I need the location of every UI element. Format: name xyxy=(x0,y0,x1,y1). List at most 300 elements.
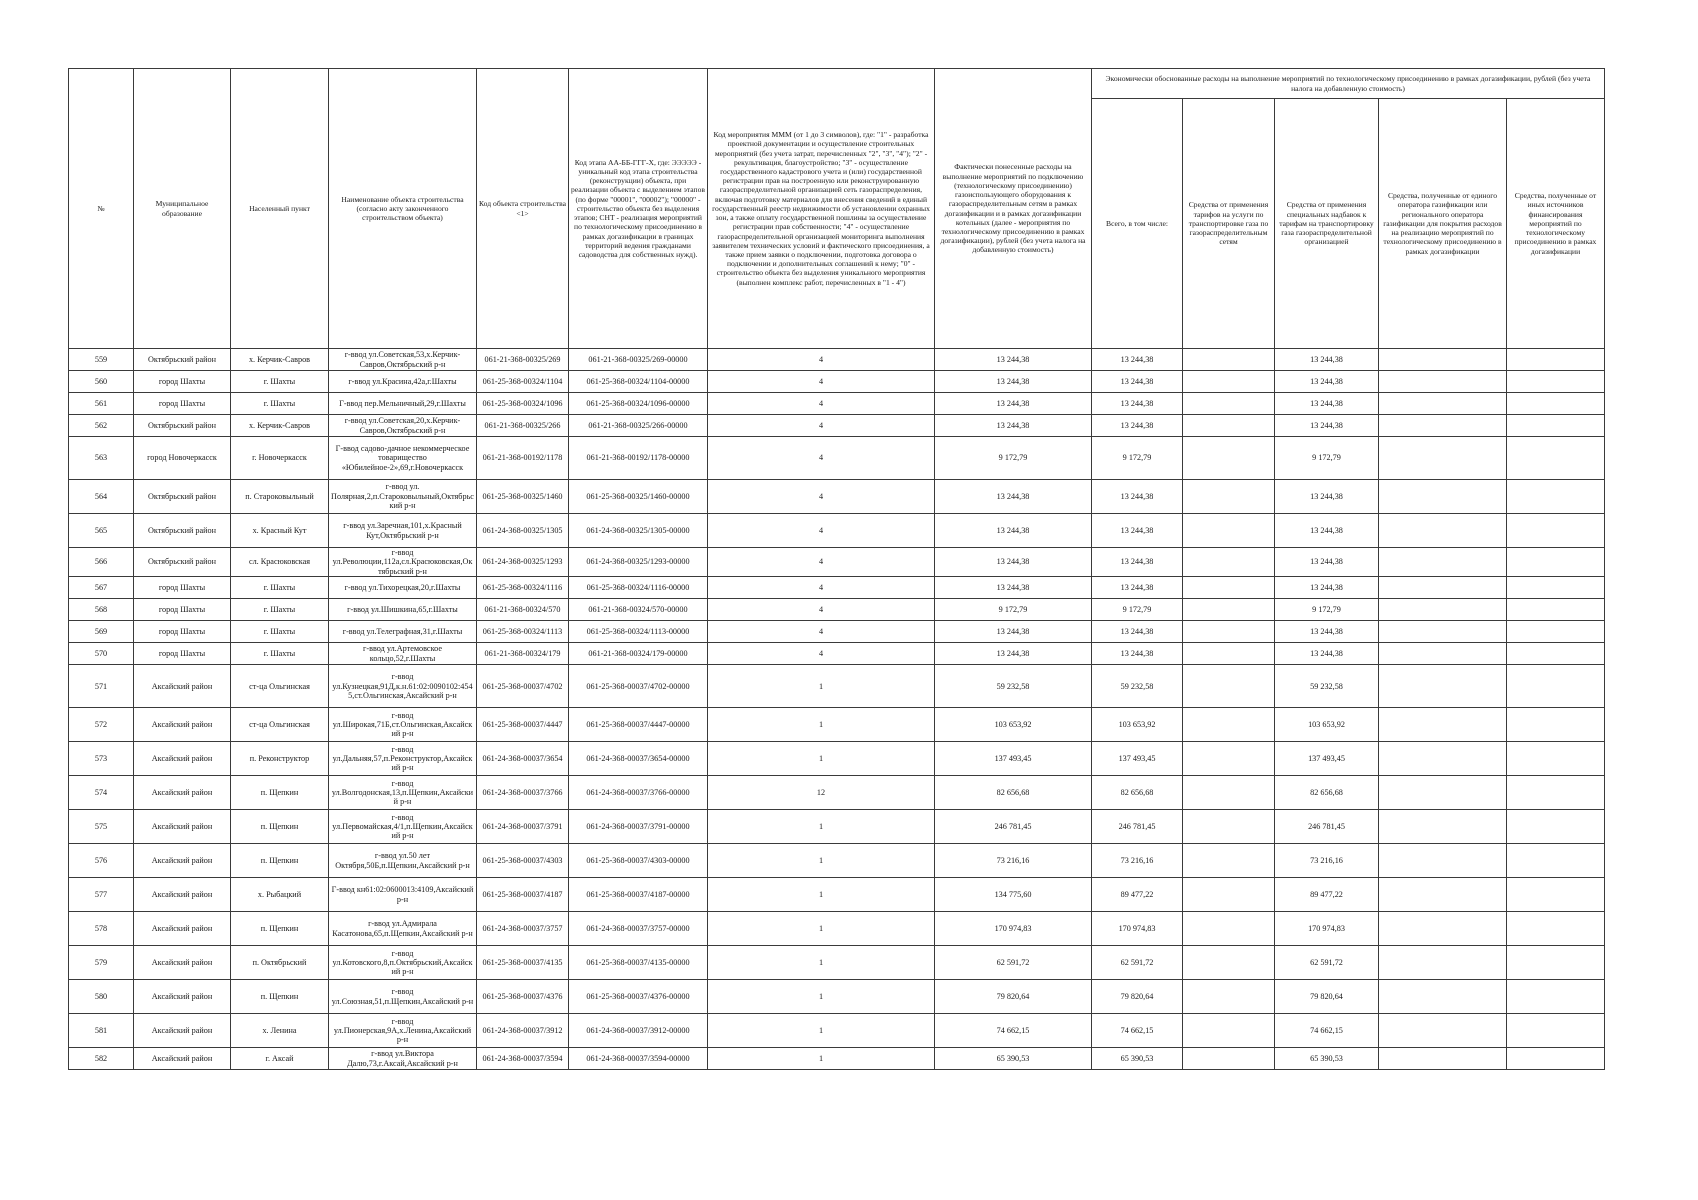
cell-municipality: город Шахты xyxy=(134,577,231,599)
cell-other-sources xyxy=(1507,415,1605,437)
cell-special-markups: 59 232,58 xyxy=(1275,665,1379,708)
cell-total: 13 244,38 xyxy=(1092,577,1183,599)
cell-stage-code: 061-21-368-00192/1178-00000 xyxy=(569,437,708,480)
cell-stage-code: 061-25-368-00324/1113-00000 xyxy=(569,621,708,643)
cell-municipality: город Шахты xyxy=(134,643,231,665)
cell-object-code: 061-25-368-00037/4187 xyxy=(477,878,569,912)
cell-object-code: 061-21-368-00192/1178 xyxy=(477,437,569,480)
cell-stage-code: 061-25-368-00325/1460-00000 xyxy=(569,480,708,514)
cell-municipality: Аксайский район xyxy=(134,912,231,946)
cell-special-markups: 13 244,38 xyxy=(1275,514,1379,548)
table-row xyxy=(69,599,1605,621)
cell-total: 13 244,38 xyxy=(1092,415,1183,437)
cell-total: 89 477,22 xyxy=(1092,878,1183,912)
cell-municipality: Октябрьский район xyxy=(134,349,231,371)
cell-actual-costs: 13 244,38 xyxy=(935,577,1092,599)
cell-actual-costs: 134 775,60 xyxy=(935,878,1092,912)
cell-settlement: п. Щепкин xyxy=(231,844,329,878)
cell-event-code: 1 xyxy=(708,844,935,878)
cell-special-markups: 62 591,72 xyxy=(1275,946,1379,980)
cell-operator-funds xyxy=(1379,643,1507,665)
cell-operator-funds xyxy=(1379,1014,1507,1048)
cell-operator-funds xyxy=(1379,742,1507,776)
cell-event-code: 4 xyxy=(708,621,935,643)
header-econ-group: Экономически обоснованные расходы на выполнение мероприятий по технологическому присоединению в рамках догазификации, рублей (без учета налога на добавленную стоимость) xyxy=(1092,69,1605,99)
table-row xyxy=(69,810,1605,844)
cell-special-markups: 9 172,79 xyxy=(1275,599,1379,621)
cell-settlement: х. Рыбацкий xyxy=(231,878,329,912)
cell-special-markups: 137 493,45 xyxy=(1275,742,1379,776)
cell-tariff-transport xyxy=(1183,810,1275,844)
cell-special-markups: 74 662,15 xyxy=(1275,1014,1379,1048)
cell-operator-funds xyxy=(1379,599,1507,621)
cell-event-code: 4 xyxy=(708,415,935,437)
cell-total: 73 216,16 xyxy=(1092,844,1183,878)
cell-settlement: п. Октябрьский xyxy=(231,946,329,980)
cell-municipality: Аксайский район xyxy=(134,665,231,708)
cell-stage-code: 061-25-368-00037/4135-00000 xyxy=(569,946,708,980)
cell-object-code: 061-24-368-00037/3791 xyxy=(477,810,569,844)
cell-tariff-transport xyxy=(1183,708,1275,742)
cell-total: 13 244,38 xyxy=(1092,548,1183,577)
cell-total: 13 244,38 xyxy=(1092,349,1183,371)
cell-object-name: г-ввод ул.Котовского,8,п.Октябрьский,Аксайский р-н xyxy=(329,946,477,980)
table-row xyxy=(69,393,1605,415)
cell-settlement: п. Щепкин xyxy=(231,912,329,946)
cell-actual-costs: 13 244,38 xyxy=(935,349,1092,371)
cell-other-sources xyxy=(1507,665,1605,708)
cell-actual-costs: 9 172,79 xyxy=(935,599,1092,621)
cell-tariff-transport xyxy=(1183,665,1275,708)
cell-stage-code: 061-24-368-00325/1305-00000 xyxy=(569,514,708,548)
cell-tariff-transport xyxy=(1183,946,1275,980)
header-settlement: Населенный пункт xyxy=(231,69,329,349)
cell-object-code: 061-25-368-00037/4303 xyxy=(477,844,569,878)
cell-municipality: Аксайский район xyxy=(134,1048,231,1070)
cell-stage-code: 061-25-368-00037/4303-00000 xyxy=(569,844,708,878)
table-row xyxy=(69,946,1605,980)
cell-event-code: 4 xyxy=(708,643,935,665)
cell-special-markups: 13 244,38 xyxy=(1275,548,1379,577)
cell-stage-code: 061-21-368-00324/179-00000 xyxy=(569,643,708,665)
cell-operator-funds xyxy=(1379,371,1507,393)
cell-actual-costs: 13 244,38 xyxy=(935,643,1092,665)
cell-actual-costs: 137 493,45 xyxy=(935,742,1092,776)
header-operator-funds: Средства, полученные от единого оператора газификации или регионального оператора газификации для покрытия расходов на реализацию мероприятий по технологическому присоединению в рамках догазификации xyxy=(1379,99,1507,349)
cell-object-name: Г-ввод пер.Мельничный,29,г.Шахты xyxy=(329,393,477,415)
cell-other-sources xyxy=(1507,349,1605,371)
cell-actual-costs: 74 662,15 xyxy=(935,1014,1092,1048)
cell-num: 580 xyxy=(69,980,134,1014)
cell-actual-costs: 13 244,38 xyxy=(935,621,1092,643)
cell-event-code: 12 xyxy=(708,776,935,810)
cell-operator-funds xyxy=(1379,514,1507,548)
cell-other-sources xyxy=(1507,912,1605,946)
cell-num: 569 xyxy=(69,621,134,643)
cell-num: 571 xyxy=(69,665,134,708)
cell-tariff-transport xyxy=(1183,437,1275,480)
cell-num: 572 xyxy=(69,708,134,742)
cell-municipality: Октябрьский район xyxy=(134,548,231,577)
cell-object-code: 061-24-368-00037/3766 xyxy=(477,776,569,810)
cell-operator-funds xyxy=(1379,708,1507,742)
cell-special-markups: 13 244,38 xyxy=(1275,577,1379,599)
cell-special-markups: 13 244,38 xyxy=(1275,349,1379,371)
table-row xyxy=(69,665,1605,708)
table-row xyxy=(69,1014,1605,1048)
table-row xyxy=(69,514,1605,548)
cell-stage-code: 061-25-368-00324/1104-00000 xyxy=(569,371,708,393)
cell-actual-costs: 103 653,92 xyxy=(935,708,1092,742)
cell-num: 565 xyxy=(69,514,134,548)
cell-settlement: г. Новочеркасск xyxy=(231,437,329,480)
cell-operator-funds xyxy=(1379,437,1507,480)
table-row xyxy=(69,980,1605,1014)
cell-stage-code: 061-25-368-00324/1096-00000 xyxy=(569,393,708,415)
cell-num: 567 xyxy=(69,577,134,599)
cell-total: 74 662,15 xyxy=(1092,1014,1183,1048)
cell-tariff-transport xyxy=(1183,415,1275,437)
cell-municipality: город Шахты xyxy=(134,599,231,621)
table-row xyxy=(69,912,1605,946)
cell-num: 560 xyxy=(69,371,134,393)
cell-event-code: 4 xyxy=(708,480,935,514)
cell-tariff-transport xyxy=(1183,844,1275,878)
cell-object-name: г-ввод ул.Кузнецкая,91Д,к.н.61:02:0090102:4545,ст.Ольгинская,Аксайский р-н xyxy=(329,665,477,708)
cell-other-sources xyxy=(1507,437,1605,480)
cell-object-name: г-ввод ул.Первомайская,4/1,п.Щепкин,Аксайский р-н xyxy=(329,810,477,844)
cell-actual-costs: 59 232,58 xyxy=(935,665,1092,708)
cell-object-code: 061-21-368-00325/266 xyxy=(477,415,569,437)
cell-municipality: город Новочеркасск xyxy=(134,437,231,480)
cell-object-code: 061-21-368-00324/179 xyxy=(477,643,569,665)
table-row xyxy=(69,371,1605,393)
cell-tariff-transport xyxy=(1183,514,1275,548)
cell-object-name: г-ввод ул.Волгодонская,13,п.Щепкин,Аксайский р-н xyxy=(329,776,477,810)
cell-num: 582 xyxy=(69,1048,134,1070)
cell-operator-funds xyxy=(1379,844,1507,878)
cell-stage-code: 061-24-368-00037/3757-00000 xyxy=(569,912,708,946)
cell-total: 13 244,38 xyxy=(1092,514,1183,548)
cell-total: 9 172,79 xyxy=(1092,599,1183,621)
cell-object-code: 061-21-368-00325/269 xyxy=(477,349,569,371)
cell-other-sources xyxy=(1507,371,1605,393)
table-row xyxy=(69,437,1605,480)
cell-num: 562 xyxy=(69,415,134,437)
cell-num: 579 xyxy=(69,946,134,980)
cell-operator-funds xyxy=(1379,548,1507,577)
cell-other-sources xyxy=(1507,810,1605,844)
cell-event-code: 4 xyxy=(708,349,935,371)
header-object-name: Наименование объекта строительства (согласно акту законченного строительством объекта) xyxy=(329,69,477,349)
cell-total: 246 781,45 xyxy=(1092,810,1183,844)
cell-total: 79 820,64 xyxy=(1092,980,1183,1014)
cell-tariff-transport xyxy=(1183,776,1275,810)
cell-special-markups: 13 244,38 xyxy=(1275,621,1379,643)
cell-tariff-transport xyxy=(1183,480,1275,514)
cell-special-markups: 103 653,92 xyxy=(1275,708,1379,742)
cell-event-code: 1 xyxy=(708,1014,935,1048)
cell-event-code: 1 xyxy=(708,878,935,912)
cell-object-name: г-ввод ул.Телеграфная,31,г.Шахты xyxy=(329,621,477,643)
cell-object-name: г-ввод ул.Союзная,51,п.Щепкин,Аксайский р-н xyxy=(329,980,477,1014)
cell-special-markups: 246 781,45 xyxy=(1275,810,1379,844)
cell-municipality: Аксайский район xyxy=(134,742,231,776)
header-num: № xyxy=(69,69,134,349)
cell-municipality: город Шахты xyxy=(134,621,231,643)
cell-object-code: 061-25-368-00037/4447 xyxy=(477,708,569,742)
table-row xyxy=(69,480,1605,514)
cell-num: 573 xyxy=(69,742,134,776)
cell-event-code: 1 xyxy=(708,980,935,1014)
cell-municipality: Аксайский район xyxy=(134,980,231,1014)
cell-settlement: г. Шахты xyxy=(231,621,329,643)
cell-total: 82 656,68 xyxy=(1092,776,1183,810)
cell-other-sources xyxy=(1507,980,1605,1014)
cell-stage-code: 061-21-368-00325/269-00000 xyxy=(569,349,708,371)
cell-num: 570 xyxy=(69,643,134,665)
cell-num: 574 xyxy=(69,776,134,810)
cell-stage-code: 061-25-368-00037/4447-00000 xyxy=(569,708,708,742)
costs-table xyxy=(68,68,1605,1070)
header-other-sources: Средства, полученные от иных источников финансирования мероприятий по технологическому присоединению в рамках догазификации xyxy=(1507,99,1605,349)
cell-object-name: г-ввод ул.Широкая,71Б,ст.Ольгинская,Аксайский р-н xyxy=(329,708,477,742)
cell-settlement: х. Ленина xyxy=(231,1014,329,1048)
cell-actual-costs: 170 974,83 xyxy=(935,912,1092,946)
cell-special-markups: 13 244,38 xyxy=(1275,643,1379,665)
cell-stage-code: 061-25-368-00037/4702-00000 xyxy=(569,665,708,708)
cell-other-sources xyxy=(1507,1014,1605,1048)
cell-event-code: 1 xyxy=(708,912,935,946)
cell-actual-costs: 246 781,45 xyxy=(935,810,1092,844)
cell-tariff-transport xyxy=(1183,912,1275,946)
cell-settlement: г. Шахты xyxy=(231,371,329,393)
cell-object-name: г-ввод ул.Советская,20,х.Керчик-Савров,Октябрьский р-н xyxy=(329,415,477,437)
cell-num: 559 xyxy=(69,349,134,371)
table-row xyxy=(69,643,1605,665)
cell-event-code: 4 xyxy=(708,514,935,548)
cell-actual-costs: 73 216,16 xyxy=(935,844,1092,878)
cell-stage-code: 061-24-368-00037/3766-00000 xyxy=(569,776,708,810)
table-row xyxy=(69,844,1605,878)
cell-actual-costs: 13 244,38 xyxy=(935,548,1092,577)
cell-special-markups: 82 656,68 xyxy=(1275,776,1379,810)
cell-tariff-transport xyxy=(1183,878,1275,912)
table-row xyxy=(69,415,1605,437)
cell-total: 65 390,53 xyxy=(1092,1048,1183,1070)
cell-actual-costs: 79 820,64 xyxy=(935,980,1092,1014)
cell-object-name: г-ввод ул.Артемовское кольцо,52,г.Шахты xyxy=(329,643,477,665)
cell-other-sources xyxy=(1507,480,1605,514)
header-event-code: Код мероприятия ММM (от 1 до 3 символов), где: "1" - разработка проектной документации и осуществление строительных мероприятий (без учета затрат, перечисленных "2", "3", "4"); "2" - рекультивация, благоустройство; "3" - осуществление государственного кадастрового учета и (или) государственной регистрации прав на построенную или реконструированную газораспределительной организацией сеть газораспределения, включая подготовку материалов для внесения сведений в единый государственный реестр недвижимости об установлении охранных зон, а также оплату государственной пошлины за осуществление регистрации прав собственности; "4" - осуществление газораспределительной организацией мониторинга выполнения заявителем технических условий и фактического присоединения, а также прием заявки о подключении, подготовка договора о подключении и дополнительных соглашений к нему; "0" - строительство объекта без выделения уникального мероприятия (выполнен комплекс работ, перечисленных в "1 - 4") xyxy=(708,69,935,349)
cell-num: 566 xyxy=(69,548,134,577)
cell-event-code: 4 xyxy=(708,599,935,621)
cell-actual-costs: 13 244,38 xyxy=(935,393,1092,415)
cell-object-code: 061-24-368-00325/1305 xyxy=(477,514,569,548)
cell-total: 59 232,58 xyxy=(1092,665,1183,708)
cell-tariff-transport xyxy=(1183,599,1275,621)
cell-municipality: Аксайский район xyxy=(134,810,231,844)
cell-municipality: Аксайский район xyxy=(134,1014,231,1048)
cell-object-code: 061-25-368-00324/1104 xyxy=(477,371,569,393)
cell-tariff-transport xyxy=(1183,548,1275,577)
cell-object-name: Г-ввод кн61:02:0600013:4109,Аксайский р-н xyxy=(329,878,477,912)
cell-other-sources xyxy=(1507,393,1605,415)
cell-settlement: г. Шахты xyxy=(231,393,329,415)
cell-settlement: п. Щепкин xyxy=(231,980,329,1014)
cell-actual-costs: 13 244,38 xyxy=(935,514,1092,548)
cell-object-name: г-ввод ул.Дальняя,57,п.Реконструктор,Аксайский р-н xyxy=(329,742,477,776)
table-row xyxy=(69,878,1605,912)
cell-stage-code: 061-21-368-00324/570-00000 xyxy=(569,599,708,621)
cell-stage-code: 061-21-368-00325/266-00000 xyxy=(569,415,708,437)
cell-object-code: 061-25-368-00037/4135 xyxy=(477,946,569,980)
cell-tariff-transport xyxy=(1183,349,1275,371)
cell-total: 137 493,45 xyxy=(1092,742,1183,776)
cell-total: 103 653,92 xyxy=(1092,708,1183,742)
cell-object-name: г-ввод ул.Виктора Далю,73,г.Аксай,Аксайский р-н xyxy=(329,1048,477,1070)
cell-other-sources xyxy=(1507,548,1605,577)
cell-settlement: г. Шахты xyxy=(231,643,329,665)
table-body xyxy=(69,349,1605,1070)
cell-event-code: 4 xyxy=(708,577,935,599)
table-row xyxy=(69,708,1605,742)
cell-object-code: 061-21-368-00324/570 xyxy=(477,599,569,621)
cell-tariff-transport xyxy=(1183,577,1275,599)
cell-operator-funds xyxy=(1379,946,1507,980)
cell-other-sources xyxy=(1507,643,1605,665)
cell-operator-funds xyxy=(1379,878,1507,912)
cell-actual-costs: 82 656,68 xyxy=(935,776,1092,810)
cell-settlement: х. Керчик-Савров xyxy=(231,415,329,437)
header-special-markups: Средства от применения специальных надбавок к тарифам на транспортировку газа газораспределительной организацией xyxy=(1275,99,1379,349)
cell-settlement: ст-ца Ольгинская xyxy=(231,665,329,708)
cell-tariff-transport xyxy=(1183,393,1275,415)
cell-object-name: Г-ввод садово-дачное некоммерческое товарищество «Юбилейное-2»,69,г.Новочеркасск xyxy=(329,437,477,480)
cell-object-code: 061-25-368-00324/1096 xyxy=(477,393,569,415)
cell-total: 9 172,79 xyxy=(1092,437,1183,480)
cell-stage-code: 061-24-368-00037/3791-00000 xyxy=(569,810,708,844)
cell-total: 170 974,83 xyxy=(1092,912,1183,946)
cell-total: 13 244,38 xyxy=(1092,393,1183,415)
cell-event-code: 1 xyxy=(708,810,935,844)
header-total: Всего, в том числе: xyxy=(1092,99,1183,349)
cell-tariff-transport xyxy=(1183,643,1275,665)
cell-num: 568 xyxy=(69,599,134,621)
header-actual-costs: Фактически понесенные расходы на выполнение мероприятий по подключению (технологическому присоединению) газоиспользующего оборудования к газораспределительным сетям в рамках догазификации и в рамках догазификации котельных (далее - мероприятия по технологическому присоединению в рамках догазификации), рублей (без учета налога на добавленную стоимость) xyxy=(935,69,1092,349)
cell-event-code: 4 xyxy=(708,371,935,393)
cell-stage-code: 061-25-368-00037/4376-00000 xyxy=(569,980,708,1014)
cell-settlement: сл. Красюковская xyxy=(231,548,329,577)
cell-operator-funds xyxy=(1379,1048,1507,1070)
table-row xyxy=(69,1048,1605,1070)
cell-settlement: х. Керчик-Савров xyxy=(231,349,329,371)
cell-object-code: 061-25-368-00324/1113 xyxy=(477,621,569,643)
cell-operator-funds xyxy=(1379,415,1507,437)
cell-settlement: п. Староковыльный xyxy=(231,480,329,514)
cell-actual-costs: 9 172,79 xyxy=(935,437,1092,480)
cell-object-code: 061-25-368-00037/4376 xyxy=(477,980,569,1014)
cell-special-markups: 9 172,79 xyxy=(1275,437,1379,480)
cell-object-code: 061-25-368-00324/1116 xyxy=(477,577,569,599)
cell-object-code: 061-25-368-00325/1460 xyxy=(477,480,569,514)
cell-municipality: Аксайский район xyxy=(134,878,231,912)
cell-event-code: 4 xyxy=(708,548,935,577)
cell-total: 13 244,38 xyxy=(1092,643,1183,665)
cell-actual-costs: 65 390,53 xyxy=(935,1048,1092,1070)
cell-object-name: г-ввод ул.50 лет Октября,50Б,п.Щепкин,Аксайский р-н xyxy=(329,844,477,878)
cell-event-code: 4 xyxy=(708,393,935,415)
cell-other-sources xyxy=(1507,844,1605,878)
cell-municipality: город Шахты xyxy=(134,393,231,415)
cell-settlement: г. Шахты xyxy=(231,599,329,621)
cell-settlement: х. Красный Кут xyxy=(231,514,329,548)
header-tariff-transport: Средства от применения тарифов на услуги по транспортировке газа по газораспределительным сетям xyxy=(1183,99,1275,349)
cell-event-code: 1 xyxy=(708,665,935,708)
cell-object-name: г-ввод ул.Шишкина,65,г.Шахты xyxy=(329,599,477,621)
table-row xyxy=(69,577,1605,599)
cell-actual-costs: 13 244,38 xyxy=(935,415,1092,437)
cell-municipality: Аксайский район xyxy=(134,844,231,878)
cell-stage-code: 061-24-368-00325/1293-00000 xyxy=(569,548,708,577)
header-stage-code: Код этапа АА-ББ-ГГГ-Х, где: ЭЭЭЭЭ - уникальный код этапа строительства (реконструкции) объекта, при реализации объекта с выделением этапов (по форме "00001", "00002"); "00000" - строительство объекта без выделения этапов; СНТ - реализация мероприятий по технологическому присоединению в рамках догазификации в границах территорий ведения гражданами садоводства для собственных нужд). xyxy=(569,69,708,349)
table-row xyxy=(69,548,1605,577)
cell-object-name: г-ввод ул.Тихорецкая,20,г.Шахты xyxy=(329,577,477,599)
cell-special-markups: 65 390,53 xyxy=(1275,1048,1379,1070)
cell-settlement: п. Щепкин xyxy=(231,810,329,844)
cell-operator-funds xyxy=(1379,349,1507,371)
cell-object-code: 061-24-368-00325/1293 xyxy=(477,548,569,577)
cell-actual-costs: 62 591,72 xyxy=(935,946,1092,980)
cell-tariff-transport xyxy=(1183,1014,1275,1048)
cell-tariff-transport xyxy=(1183,621,1275,643)
cell-special-markups: 79 820,64 xyxy=(1275,980,1379,1014)
table-row xyxy=(69,621,1605,643)
cell-special-markups: 13 244,38 xyxy=(1275,371,1379,393)
cell-special-markups: 13 244,38 xyxy=(1275,415,1379,437)
cell-tariff-transport xyxy=(1183,980,1275,1014)
cell-num: 576 xyxy=(69,844,134,878)
cell-operator-funds xyxy=(1379,621,1507,643)
cell-object-name: г-ввод ул.Заречная,101,х.Красный Кут,Октябрьский р-н xyxy=(329,514,477,548)
cell-object-name: г-ввод ул.Революции,112а,сл.Красюковская,Октябрьский р-н xyxy=(329,548,477,577)
cell-event-code: 1 xyxy=(708,1048,935,1070)
cell-municipality: Октябрьский район xyxy=(134,415,231,437)
cell-other-sources xyxy=(1507,776,1605,810)
cell-operator-funds xyxy=(1379,776,1507,810)
cell-other-sources xyxy=(1507,708,1605,742)
cell-special-markups: 73 216,16 xyxy=(1275,844,1379,878)
cell-municipality: город Шахты xyxy=(134,371,231,393)
cell-operator-funds xyxy=(1379,577,1507,599)
cell-object-name: г-ввод ул.Советская,53,х.Керчик-Савров,Октябрьский р-н xyxy=(329,349,477,371)
cell-object-name: г-ввод ул.Красина,42а,г.Шахты xyxy=(329,371,477,393)
cell-object-code: 061-24-368-00037/3757 xyxy=(477,912,569,946)
cell-settlement: г. Аксай xyxy=(231,1048,329,1070)
header-object-code: Код объекта строительства <1> xyxy=(477,69,569,349)
cell-settlement: п. Реконструктор xyxy=(231,742,329,776)
cell-other-sources xyxy=(1507,878,1605,912)
cell-tariff-transport xyxy=(1183,742,1275,776)
cell-settlement: ст-ца Ольгинская xyxy=(231,708,329,742)
table-header xyxy=(69,69,1605,349)
cell-settlement: г. Шахты xyxy=(231,577,329,599)
cell-municipality: Аксайский район xyxy=(134,708,231,742)
cell-object-code: 061-24-368-00037/3654 xyxy=(477,742,569,776)
cell-municipality: Аксайский район xyxy=(134,946,231,980)
cell-special-markups: 13 244,38 xyxy=(1275,480,1379,514)
cell-operator-funds xyxy=(1379,912,1507,946)
